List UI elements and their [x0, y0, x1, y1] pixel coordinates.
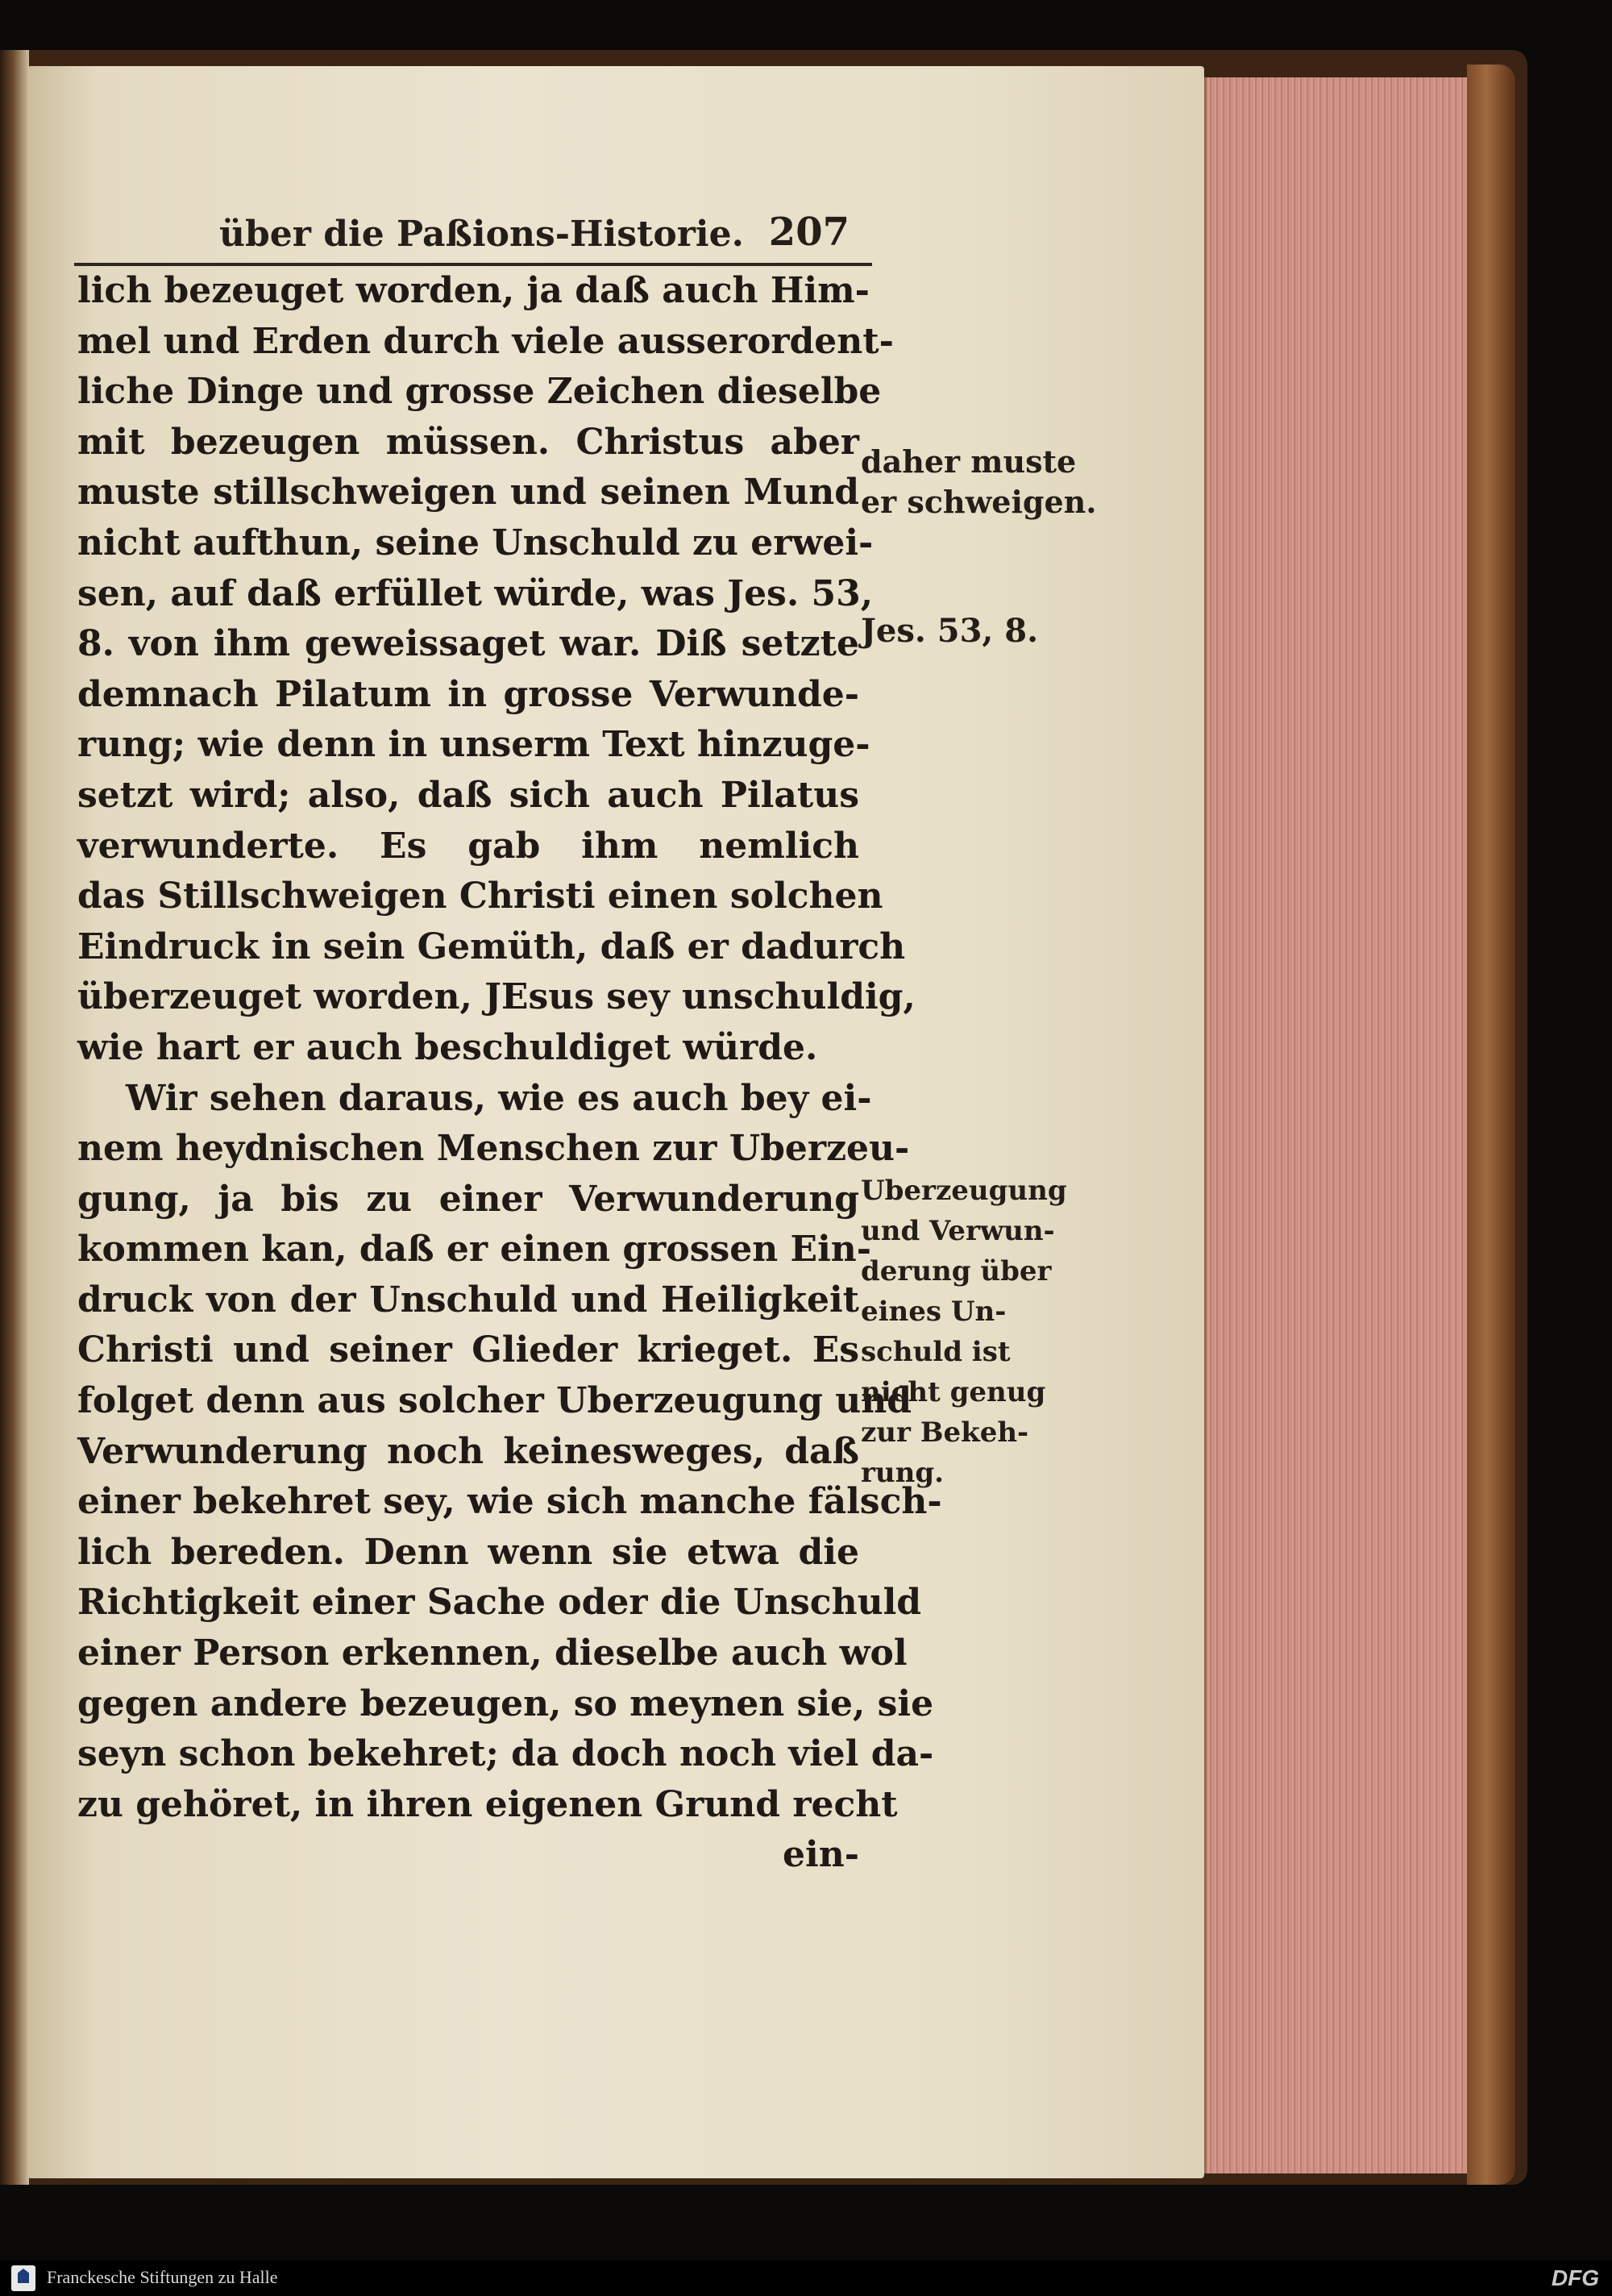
text-line: rung; wie denn in unserm Text hinzuge- — [77, 724, 870, 766]
text-line: Eindruck in sein Gemüth, daß er dadurch — [77, 925, 906, 967]
text-line: mit bezeugen müssen. Christus aber — [77, 421, 859, 463]
text-line: lich bezeuget worden, ja daß auch Him- — [77, 270, 870, 311]
book-cover-edge — [1467, 64, 1515, 2185]
marginal-note-2 — [861, 611, 1111, 651]
text-line: gegen andere bezeugen, so meynen sie, sie — [77, 1682, 934, 1724]
funder-logo: DFG — [1551, 2265, 1599, 2290]
catchword: ein- — [783, 1834, 859, 1876]
text-line: Richtigkeit einer Sache oder die Unschuld — [77, 1582, 922, 1624]
text-line: kommen kan, daß er einen grossen Ein- — [77, 1229, 872, 1271]
text-line: muste stillschweigen und seinen Mund — [77, 472, 859, 514]
marginal-line: eines Un- — [861, 1296, 1007, 1328]
text-line: druck von der Unschuld und Heiligkeit — [77, 1279, 859, 1321]
text-line: einer bekehret sey, wie sich manche fälsch- — [77, 1481, 942, 1523]
text-line: verwunderte. Es gab ihm nemlich — [77, 825, 859, 867]
text-line: gung, ja bis zu einer Verwunderung — [77, 1178, 859, 1220]
institution-logo-icon — [11, 2265, 35, 2291]
footer-bar — [0, 2261, 1612, 2296]
marginal-line: er schweigen. — [861, 484, 1097, 520]
page-header — [74, 190, 872, 266]
text-line: demnach Pilatum in grosse Verwunde- — [77, 673, 859, 715]
marginal-line: zur Bekeh- — [861, 1416, 1029, 1449]
text-line: wie hart er auch beschuldiget würde. — [77, 1026, 818, 1068]
marginal-line: und Verwun- — [861, 1215, 1055, 1247]
text-line: seyn schon bekehret; da doch noch viel da- — [77, 1733, 934, 1775]
text-line: Christi und seiner Glieder krieget. Es — [77, 1329, 859, 1371]
text-line: mel und Erden durch viele ausserordent- — [77, 320, 894, 362]
marginal-note-3 — [861, 1171, 1111, 1493]
marginal-line: Uberzeugung — [861, 1175, 1067, 1207]
text-line: überzeuget worden, JEsus sey unschuldig, — [77, 976, 916, 1018]
institution-name: Franckesche Stiftungen zu Halle — [47, 2267, 278, 2287]
marginal-line: daher muste — [861, 443, 1077, 480]
marginal-line: schuld ist — [861, 1336, 1011, 1368]
text-line: sen, auf daß erfüllet würde, was Jes. 53, — [77, 572, 874, 614]
text-line: einer Person erkennen, dieselbe auch wol — [77, 1633, 908, 1674]
page-number: 207 — [768, 210, 850, 255]
marginal-line: derung über — [861, 1255, 1052, 1287]
gutter-left-page — [0, 50, 29, 2185]
marginal-line: Jes. 53, 8. — [861, 612, 1039, 650]
text-line: nicht aufthun, seine Unschuld zu erwei- — [77, 522, 874, 564]
running-title: über die Paßions-Historie. — [219, 214, 744, 255]
text-line: zu gehöret, in ihren eigenen Grund recht — [77, 1783, 898, 1825]
text-line: folget denn aus solcher Uberzeugung und — [77, 1380, 912, 1422]
marginal-note-1 — [861, 442, 1111, 522]
marginal-line: rung. — [861, 1457, 944, 1489]
text-line: lich bereden. Denn wenn sie etwa die — [77, 1531, 859, 1573]
text-line: Wir sehen daraus, wie es auch bey ei- — [126, 1077, 872, 1119]
text-line: liche Dinge und grosse Zeichen dieselbe — [77, 371, 882, 413]
text-line: Verwunderung noch keinesweges, daß — [77, 1430, 859, 1472]
text-line: nem heydnischen Menschen zur Uberzeu- — [77, 1128, 910, 1170]
text-line: 8. von ihm geweissaget war. Diß setzte — [77, 623, 859, 665]
marginal-line: nicht genug — [861, 1376, 1046, 1408]
text-line: das Stillschweigen Christi einen solchen — [77, 876, 883, 917]
text-line: setzt wird; also, daß sich auch Pilatus — [77, 774, 859, 816]
page-edges — [1204, 77, 1497, 2173]
